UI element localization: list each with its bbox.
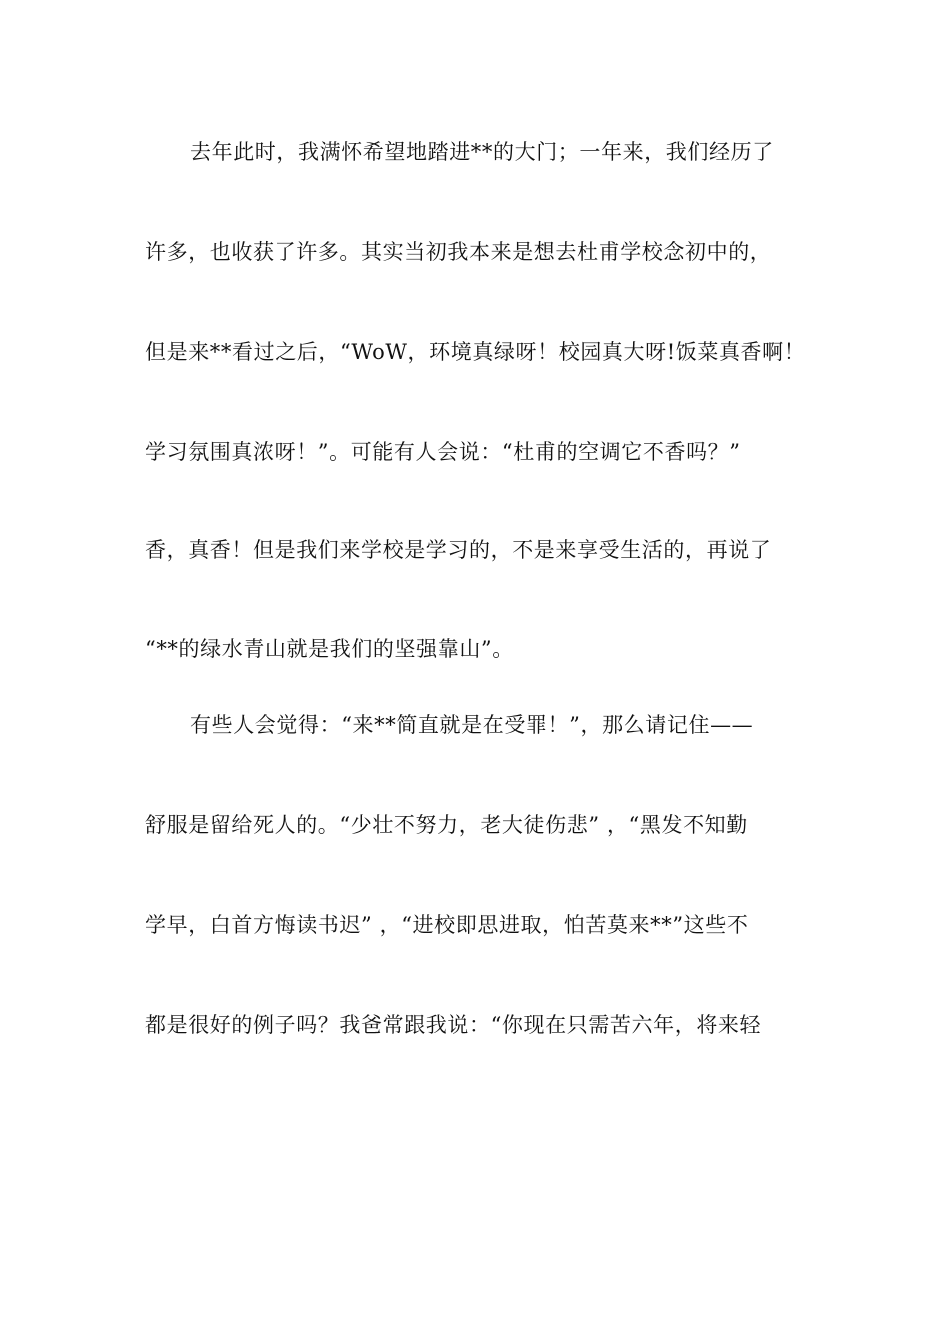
text-line: 香，真香！但是我们来学校是学习的，不是来享受生活的，再说了 (145, 538, 772, 562)
text-line: 许多，也收获了许多。其实当初我本来是想去杜甫学校念初中的， (145, 240, 772, 264)
text-line: “**的绿水青山就是我们的坚强靠山”。 (145, 637, 514, 661)
text-line: 有些人会觉得：“来**简直就是在受罪！”，那么请记住—— (190, 713, 754, 737)
text-line: 去年此时，我满怀希望地踏进**的大门；一年来，我们经历了 (190, 140, 774, 164)
text-line: 舒服是留给死人的。“少壮不努力，老大徒伤悲” ，“黑发不知勤 (145, 813, 748, 837)
text-line: 都是很好的例子吗？我爸常跟我说：“你现在只需苦六年，将来轻 (145, 1013, 762, 1037)
text-line: 学早，白首方悔读书迟” ，“进校即思进取，怕苦莫来**”这些不 (145, 913, 749, 937)
text-line: 但是来**看过之后，“WoW，环境真绿呀！校园真大呀!饭菜真香啊！ (145, 340, 806, 364)
text-line: 学习氛围真浓呀！”。可能有人会说：“杜甫的空调它不香吗？” (145, 440, 741, 464)
